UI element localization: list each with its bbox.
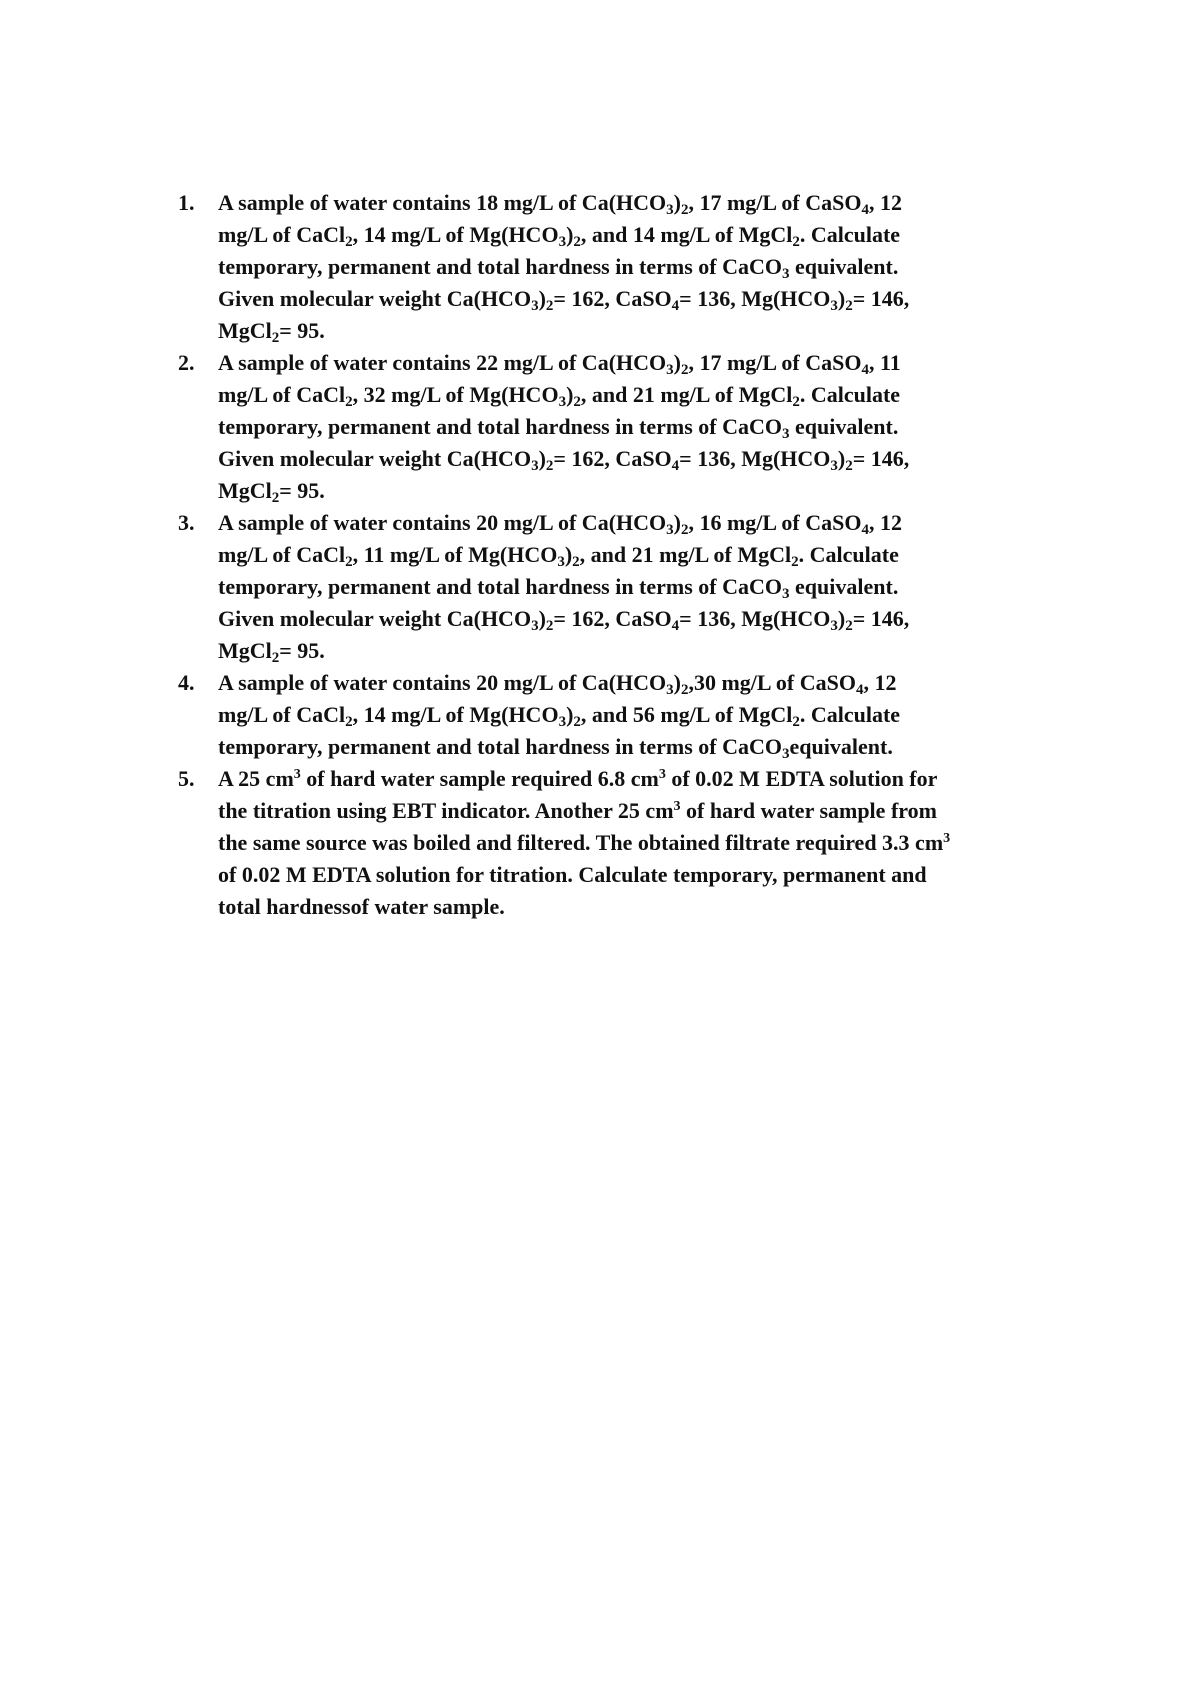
- question-text: [218, 667, 1018, 763]
- question-number: 1.: [178, 190, 195, 215]
- question-line: temporary, permanent and total hardness in terms of CaCO$_3$ equivalent.: [218, 414, 899, 442]
- question-number: 3.: [178, 510, 195, 535]
- question-line: MgCl$_2$= 95.: [218, 318, 325, 346]
- question-list: [178, 187, 1018, 923]
- question-line: mg/L of CaCl$_2$, 14 mg/L of $Mg(HCO_3)_2$, and 14 mg/L of MgCl$_2$. Calculate: [218, 222, 901, 250]
- question-item: [178, 347, 1018, 507]
- question-line: Given molecular weight $Ca(HCO_3)_2= 162$, CaSO$_4$= 136, $Mg(HCO_3)_2= 146$,: [218, 446, 910, 474]
- question-text: [218, 507, 1018, 667]
- question-line: A sample of water contains 18 mg/L of $Ca(HCO_3)_2$, 17 mg/L of CaSO$_4$, 12: [218, 190, 902, 218]
- question-line: MgCl$_2$= 95.: [218, 478, 325, 506]
- question-line: temporary, permanent and total hardness in terms of CaCO$_3$ equivalent.: [218, 254, 899, 282]
- question-line: temporary, permanent and total hardness in terms of CaCO$_3$ equivalent.: [218, 574, 899, 602]
- question-line: mg/L of CaCl$_2$, 14 mg/L of $Mg(HCO_3)_2$, and 56 mg/L of MgCl$_2$. Calculate: [218, 702, 901, 730]
- question-line: Given molecular weight $Ca(HCO_3)_2= 162$, CaSO$_4$= 136, $Mg(HCO_3)_2= 146$,: [218, 606, 910, 634]
- question-line: MgCl$_2$= 95.: [218, 638, 325, 666]
- question-line: Given molecular weight $Ca(HCO_3)_2= 162$, CaSO$_4$= 136, $Mg(HCO_3)_2= 146$,: [218, 286, 910, 314]
- question-text: [218, 763, 1018, 923]
- question-text: [218, 187, 1018, 347]
- question-line: mg/L of CaCl$_2$, 11 mg/L of $Mg(HCO_3)_2$, and 21 mg/L of MgCl$_2$. Calculate: [218, 542, 899, 570]
- question-item: [178, 763, 1018, 923]
- question-item: [178, 667, 1018, 763]
- question-line: the titration using EBT indicator. Another 25 $cm^3$ of hard water sample from: [218, 798, 937, 823]
- question-item: [178, 187, 1018, 347]
- question-line: A 25 $cm^3$ of hard water sample required 6.8 $cm^3$ of 0.02 M EDTA solution for: [218, 766, 938, 791]
- question-line: the same source was boiled and filtered. The obtained filtrate required 3.3 $cm^3$: [218, 830, 951, 855]
- question-item: [178, 507, 1018, 667]
- question-line: A sample of water contains 20 mg/L of $Ca(HCO_3)_2,30$ mg/L of CaSO$_4$, 12: [218, 670, 897, 698]
- question-number: 5.: [178, 766, 195, 791]
- question-text: [218, 347, 1018, 507]
- question-line: total hardnessof water sample.: [218, 894, 505, 919]
- question-line: A sample of water contains 22 mg/L of $Ca(HCO_3)_2$, 17 mg/L of CaSO$_4$, 11: [218, 350, 901, 378]
- question-line: of 0.02 M EDTA solution for titration. Calculate temporary, permanent and: [218, 862, 927, 887]
- question-number: 4.: [178, 670, 195, 695]
- question-line: mg/L of CaCl$_2$, 32 mg/L of $Mg(HCO_3)_2$, and 21 mg/L of MgCl$_2$. Calculate: [218, 382, 901, 410]
- question-number: 2.: [178, 350, 195, 375]
- question-line: temporary, permanent and total hardness in terms of CaCO$_3$equivalent.: [218, 734, 893, 762]
- question-line: A sample of water contains 20 mg/L of $Ca(HCO_3)_2$, 16 mg/L of CaSO$_4$, 12: [218, 510, 902, 538]
